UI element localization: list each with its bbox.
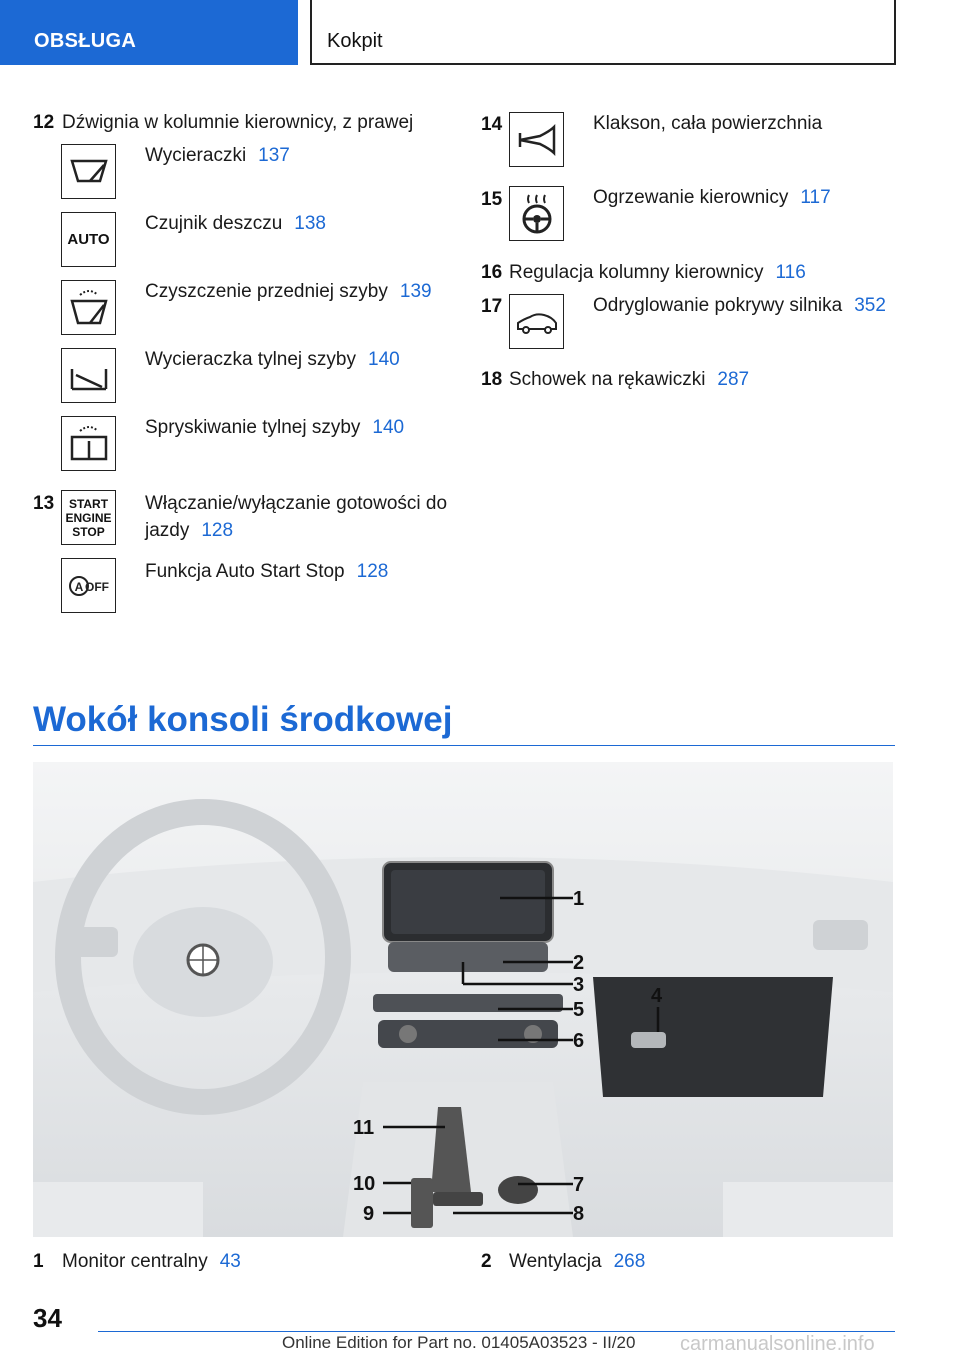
list-item: Wycieraczki 137 [145, 145, 290, 166]
item-number-18: 18 [481, 369, 503, 390]
page-ref-link[interactable]: 287 [717, 369, 750, 390]
steering-heating-icon [509, 186, 564, 241]
item-number-12: 12 [33, 112, 55, 133]
legend-number-1: 1 [33, 1251, 44, 1272]
list-item: Regulacja kolumny kierownicy 116 [509, 262, 806, 283]
callout-8: 8 [573, 1203, 585, 1225]
page-ref-link[interactable]: 140 [372, 417, 405, 438]
list-item: Spryskiwanie tylnej szyby 140 [145, 417, 405, 438]
callout-4: 4 [651, 985, 663, 1007]
callout-6: 6 [573, 1030, 585, 1052]
callout-1: 1 [573, 888, 585, 910]
page-ref-link[interactable]: 43 [219, 1251, 241, 1272]
svg-text:A: A [74, 579, 83, 594]
edition-note: Online Edition for Part no. 01405A03523 - II/20 [282, 1333, 636, 1352]
page-ref-link[interactable]: 352 [854, 295, 886, 316]
footer-divider [98, 1331, 895, 1332]
page-number: 34 [33, 1303, 62, 1333]
rear-washer-icon [61, 416, 116, 471]
callout-7: 7 [573, 1174, 585, 1196]
callout-2: 2 [573, 952, 585, 974]
auto-start-stop-icon [61, 558, 116, 613]
callout-11: 11 [353, 1117, 375, 1139]
callout-3: 3 [573, 974, 585, 996]
page-ref-link[interactable]: 128 [201, 520, 234, 541]
list-item: Odryglowanie pokrywy silnika 352 [593, 295, 886, 316]
rear-wiper-icon [61, 348, 116, 403]
horn-icon [509, 112, 564, 167]
page-title: Kokpit [310, 0, 896, 65]
item-number-16: 16 [481, 262, 503, 283]
callout-5: 5 [573, 999, 585, 1021]
item-number-17: 17 [481, 296, 503, 317]
callout-10: 10 [353, 1173, 376, 1195]
section-tab: OBSŁUGA [0, 0, 298, 65]
page-ref-link[interactable]: 137 [258, 145, 290, 166]
page-ref-link[interactable]: 138 [294, 213, 326, 234]
section-divider [33, 745, 895, 746]
legend-item: Wentylacja 268 [509, 1251, 646, 1272]
item-number-13: 13 [33, 493, 55, 514]
callout-9: 9 [363, 1203, 375, 1225]
list-item: Czyszczenie przedniej szyby 139 [145, 281, 432, 302]
wiper-icon [61, 144, 116, 199]
list-item: Schowek na rękawiczki 287 [509, 369, 750, 390]
rain-sensor-icon: AUTO [61, 212, 116, 267]
section-heading: Wokół konsoli środkowej [33, 700, 453, 739]
item-number-15: 15 [481, 189, 503, 210]
list-item: Ogrzewanie kierownicy 117 [593, 187, 831, 208]
hood-release-icon [509, 294, 564, 349]
item-number-14: 14 [481, 114, 503, 135]
page-ref-link[interactable]: 140 [368, 349, 400, 370]
legend-item: Monitor centralny 43 [62, 1251, 241, 1272]
item-text-12: Dźwignia w kolumnie kierownicy, z prawej [62, 112, 414, 133]
windshield-washer-icon [61, 280, 116, 335]
list-item: Funkcja Auto Start Stop 128 [145, 561, 389, 582]
list-item: Wycieraczka tylnej szyby 140 [145, 349, 400, 370]
svg-text:OFF: OFF [84, 579, 109, 594]
page-ref-link[interactable]: 139 [399, 281, 432, 302]
page-ref-link[interactable]: 117 [800, 187, 831, 208]
legend-number-2: 2 [481, 1251, 492, 1272]
start-stop-icon: START ENGINE STOP [61, 490, 116, 545]
watermark: carmanualsonline.info [680, 1333, 875, 1355]
cockpit-illustration [33, 762, 893, 1237]
item-text-14: Klakson, cała powierzchnia [593, 113, 823, 134]
page-ref-link[interactable]: 116 [775, 262, 806, 283]
list-item: Czujnik deszczu 138 [145, 213, 326, 234]
list-item: Włączanie/wyłączanie gotowości do jazdy 128 [145, 493, 448, 541]
page-ref-link[interactable]: 128 [356, 561, 389, 582]
page-ref-link[interactable]: 268 [613, 1251, 646, 1272]
